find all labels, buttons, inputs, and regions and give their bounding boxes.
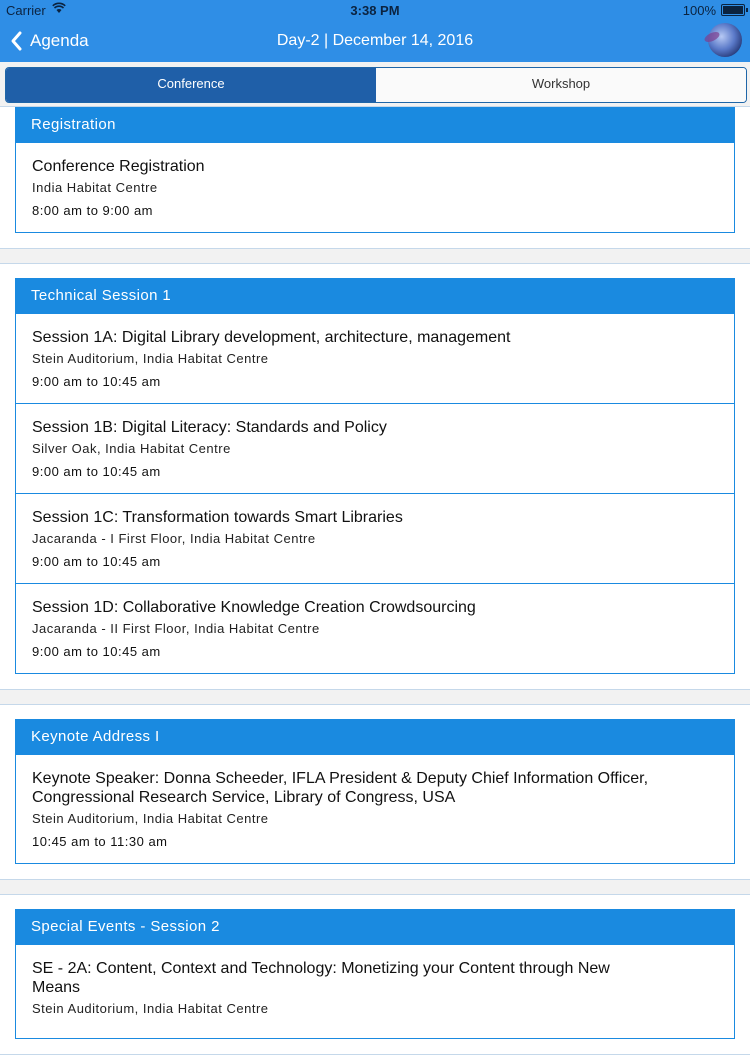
agenda-item-title: Session 1C: Transformation towards Smart Libraries (32, 509, 403, 526)
agenda-item[interactable] (16, 314, 734, 403)
group-header: Special Events - Session 2 (15, 909, 735, 945)
agenda-item[interactable] (16, 755, 734, 863)
agenda-item[interactable] (16, 493, 734, 583)
segmented-control (5, 67, 747, 103)
agenda-item-title: Session 1D: Collaborative Knowledge Creation Crowdsourcing (32, 599, 476, 616)
agenda-item-venue: Stein Auditorium, India Habitat Centre (32, 351, 269, 366)
nav-bar (0, 0, 750, 62)
agenda-item-time: 9:00 am to 10:45 am (32, 554, 161, 569)
carrier-label: Carrier (6, 3, 46, 18)
agenda-group-registration (0, 106, 750, 249)
agenda-item-time: 9:00 am to 10:45 am (32, 644, 161, 659)
battery-percent: 100% (682, 3, 716, 18)
app-logo[interactable] (708, 23, 742, 57)
agenda-group-keynote-address-i (0, 704, 750, 880)
agenda-item-title: Session 1A: Digital Library development, architecture, management (32, 329, 511, 346)
status-time: 3:38 PM (350, 3, 400, 18)
agenda-group-technical-session-1 (0, 263, 750, 690)
agenda-item[interactable] (16, 583, 734, 673)
agenda-item-title: Session 1B: Digital Literacy: Standards and Policy (32, 419, 387, 436)
group-header: Registration (15, 107, 735, 143)
group-header: Technical Session 1 (15, 278, 735, 314)
agenda-item[interactable] (16, 403, 734, 493)
agenda-item-venue: Jacaranda - II First Floor, India Habitat Centre (32, 621, 320, 636)
agenda-item-venue: Stein Auditorium, India Habitat Centre (32, 811, 269, 826)
agenda-item-title: SE - 2A: Content, Context and Technology: Monetizing your Content through New Means (32, 960, 610, 996)
agenda-item-title: Conference Registration (32, 158, 205, 175)
agenda-item-time: 8:00 am to 9:00 am (32, 203, 154, 218)
agenda-item-time: 10:45 am to 11:30 am (32, 834, 168, 849)
agenda-item[interactable] (16, 945, 734, 1038)
agenda-item-venue: Silver Oak, India Habitat Centre (32, 441, 231, 456)
back-label: Agenda (30, 31, 89, 50)
agenda-list (0, 106, 750, 1055)
agenda-item-venue: Stein Auditorium, India Habitat Centre (32, 1001, 269, 1016)
battery-icon (721, 4, 745, 16)
agenda-item[interactable] (16, 143, 734, 232)
agenda-item-venue: India Habitat Centre (32, 180, 158, 195)
status-bar (0, 0, 750, 20)
tab-conference[interactable]: Conference (6, 68, 376, 102)
page-title: Day-2 | December 14, 2016 (276, 32, 474, 49)
agenda-item-title: Keynote Speaker: Donna Scheeder, IFLA President & Deputy Chief Information Officer, Congressional Research Service, Library of Congress, USA (32, 770, 649, 806)
agenda-item-time: 9:00 am to 10:45 am (32, 464, 161, 479)
agenda-item-time: 9:00 am to 10:45 am (32, 374, 161, 389)
agenda-item-venue: Jacaranda - I First Floor, India Habitat Centre (32, 531, 316, 546)
tab-workshop[interactable]: Workshop (376, 68, 746, 102)
agenda-group-special-events-session-2 (0, 894, 750, 1055)
group-header: Keynote Address I (15, 719, 735, 755)
